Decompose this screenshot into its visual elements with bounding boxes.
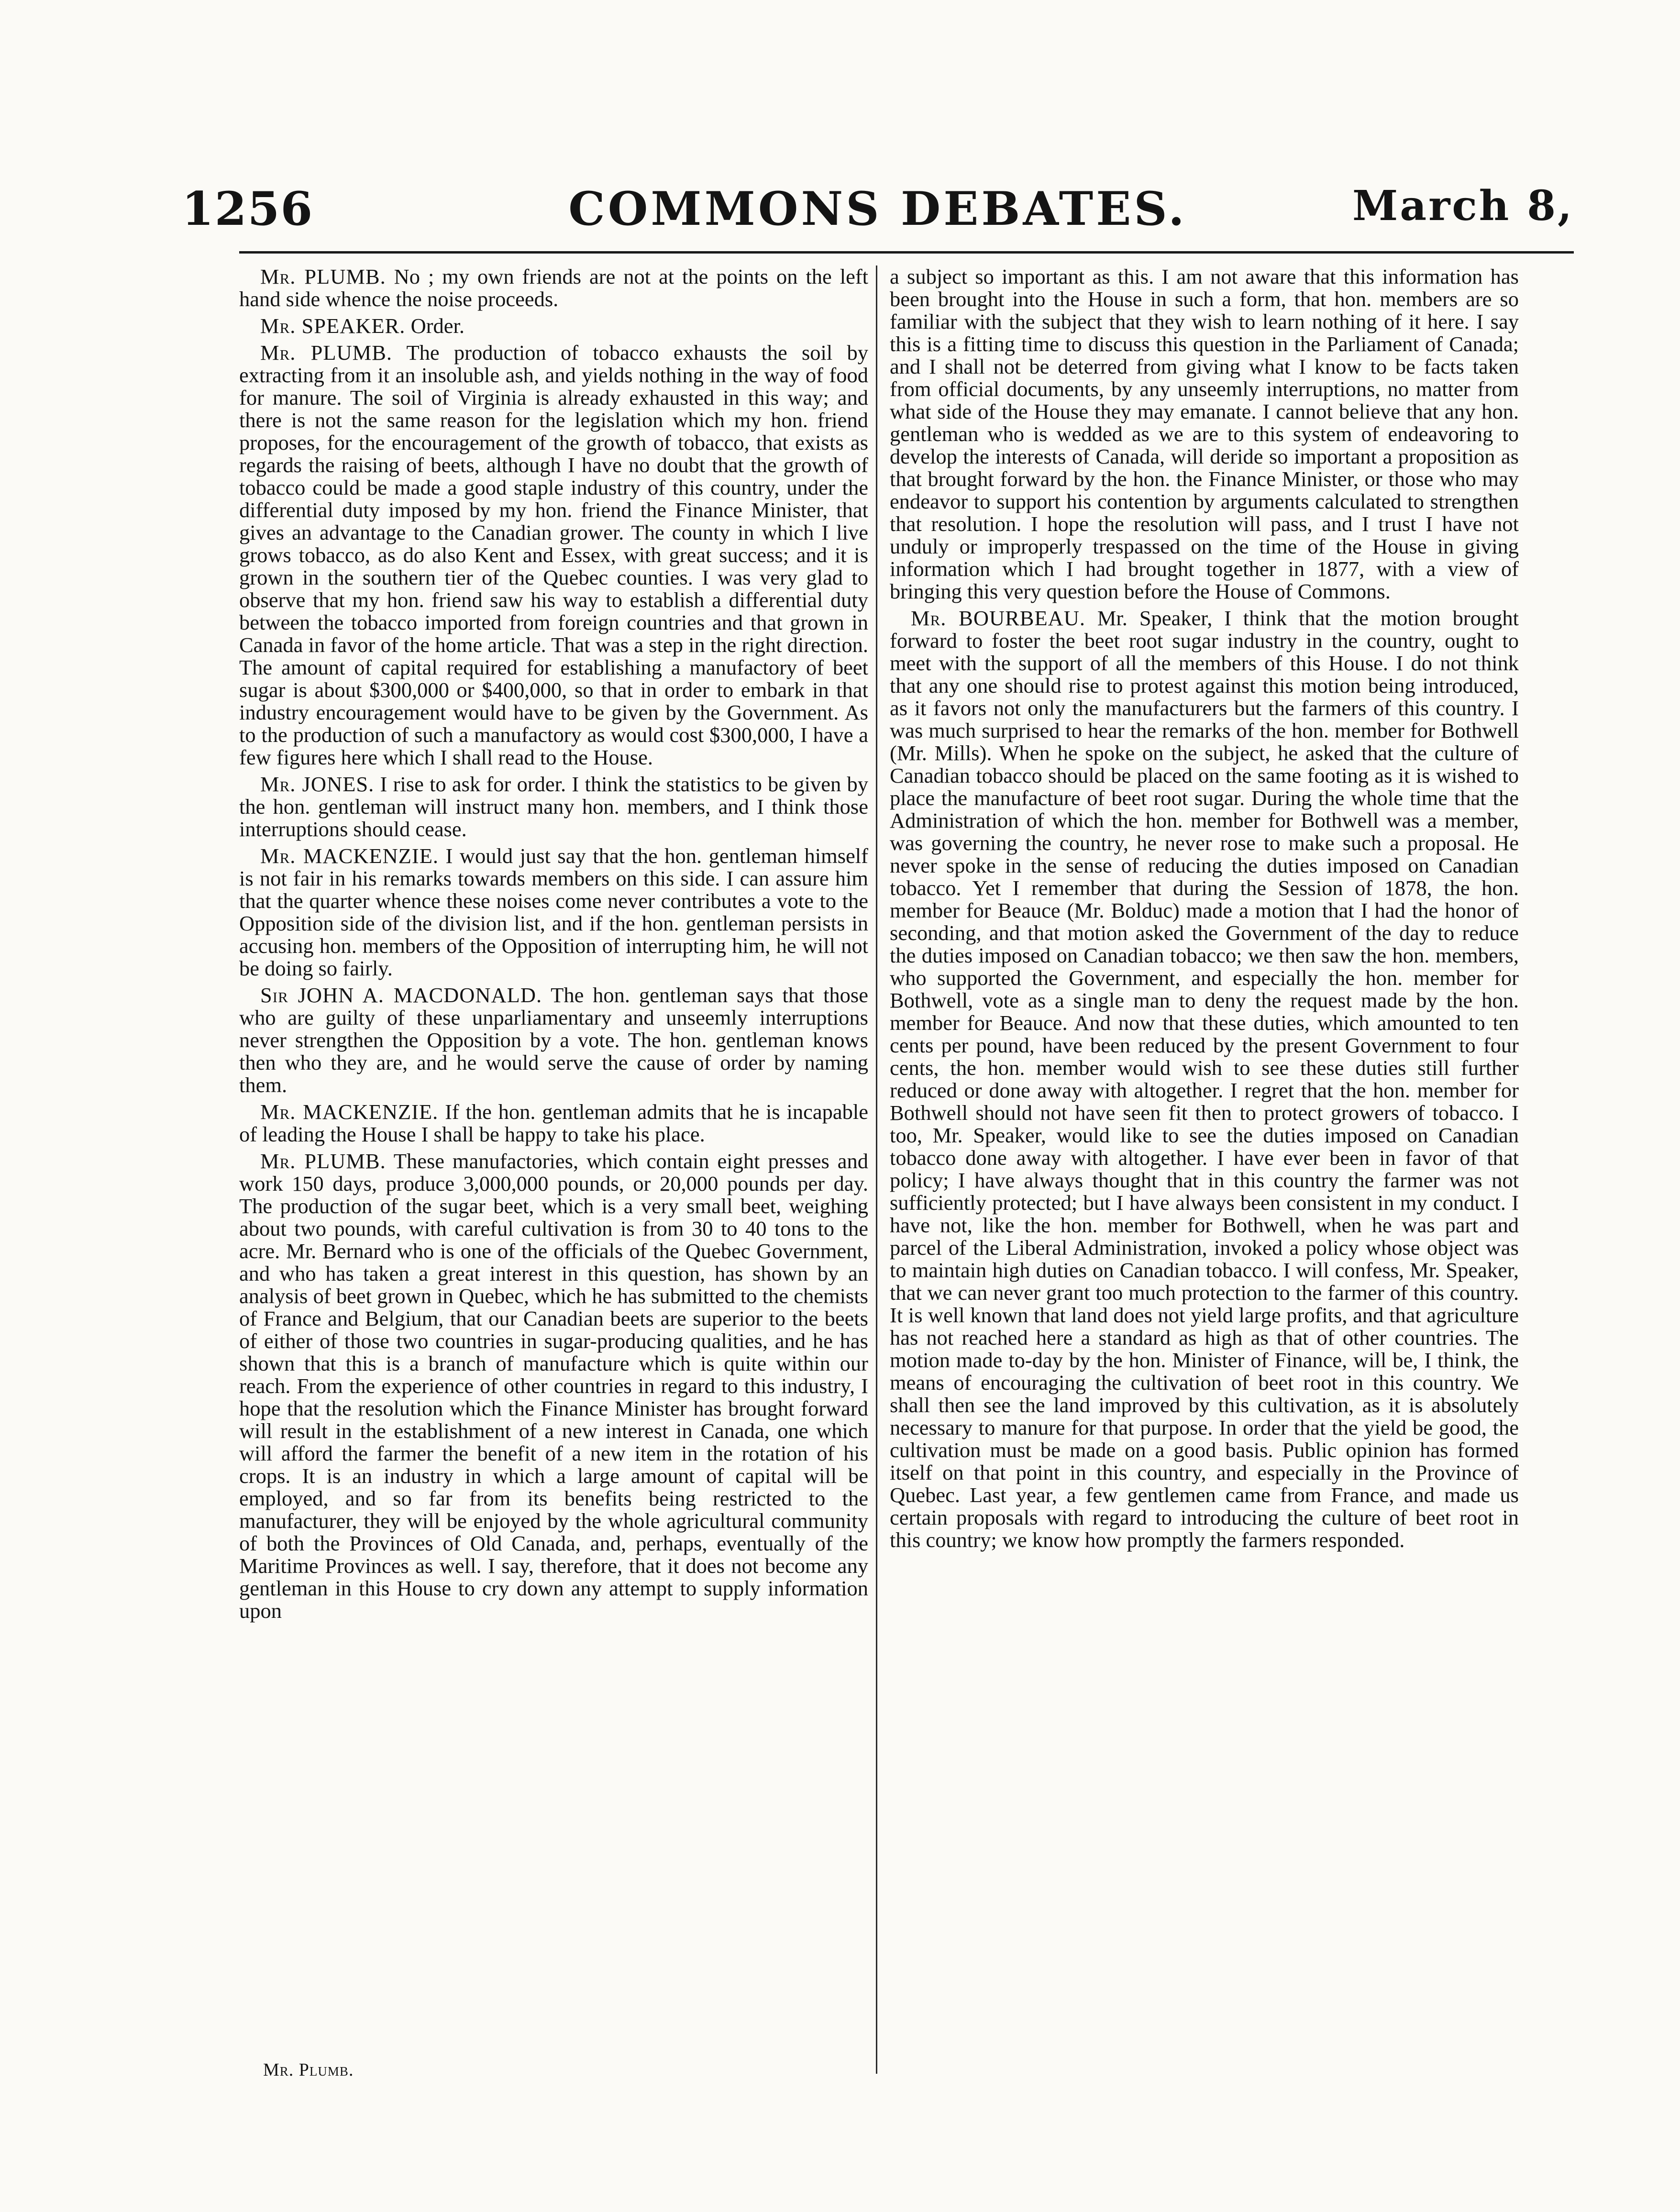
- speech-paragraph: [239, 1101, 868, 1146]
- publication-title: COMMONS DEBATES.: [568, 182, 1187, 236]
- speaker-name: Mr. PLUMB.: [260, 1149, 386, 1173]
- page-number: 1256: [182, 182, 314, 236]
- speech-paragraph: [239, 1150, 868, 1622]
- speech-text: Order.: [410, 314, 465, 338]
- speaker-name: Sir JOHN A. MACDONALD.: [260, 983, 542, 1007]
- speaker-name: Mr. JONES.: [260, 772, 375, 796]
- left-column: [239, 265, 868, 1626]
- speech-paragraph: [239, 315, 868, 337]
- page-date: March 8,: [1352, 182, 1574, 230]
- speech-text: If the hon. gentleman admits that he is incapable of leading the House I shall be happy to take his place.: [239, 1100, 869, 1146]
- speaker-name: Mr. PLUMB.: [260, 265, 386, 288]
- speech-paragraph: [239, 845, 868, 980]
- speech-text: These manufactories, which contain eight presses and work 150 days, produce 3,000,000 pounds, or 20,000 pounds per day. The production of the sugar beet, which is a very small beet, weighing about two pounds, with careful cultivation is from 30 to 40 tons to the acre. Mr. Bernard who is one of the officials of the Quebec Government, and who has taken a great interest in this question, has shown by an analysis of beet grown in Quebec, which he has submitted to the chemists of France and Belgium, that our Canadian beets are superior to the beets of either of those two countries in sugar-producing qualities, and he has shown that this is a branch of manufacture which is quite within our reach. From the experience of other countries in regard to this industry, I hope that the resolution which the Finance Minister has brought forward will result in the establishment of a new interest in Canada, one which will afford the farmer the benefit of a new item in the rotation of his crops. It is an industry in which a large amount of capital will be employed, and so far from its benefits being restricted to the manufacturer, they will be enjoyed by the whole agricultural community of both the Provinces of Old Canada, and, perhaps, eventually of the Maritime Provinces as well. I say, therefore, that it does not become any gentleman in this House to cry down any attempt to supply information upon: [239, 1149, 869, 1623]
- column-divider: [876, 265, 877, 2074]
- header-rule: [239, 251, 1574, 254]
- speech-text: No ; my own friends are not at the points on the left hand side whence the noise proceeds.: [239, 265, 869, 311]
- speech-text: I rise to ask for order. I think the statistics to be given by the hon. gentleman will instruct many hon. members, and I think those interruptions should cease.: [239, 772, 868, 841]
- page-header: [182, 182, 1574, 254]
- speech-paragraph: [239, 342, 868, 769]
- continued-paragraph: [890, 265, 1519, 603]
- speaker-name: Mr. BOURBEAU.: [911, 606, 1086, 630]
- speech-text: a subject so important as this. I am not aware that this information has been brought into the House in such a form, that hon. members are so familiar with the subject that they wish to learn nothing of it here. I say this is a fitting time to discuss this question in the Parliament of Canada; and I shall not be deterred from giving what I know to be facts taken from official documents, by any unseemly interruptions, no matter from what side of the House they may emanate. I cannot believe that any hon. gentleman who is wedded as we are to this system of endeavoring to develop the interests of Canada, will deride so important a proposition as that brought forward by the hon. the Finance Minister, or those who may endeavor to support his contention by arguments calculated to strengthen that resolution. I hope the resolution will pass, and I trust I have not unduly or improperly trespassed on the time of the House in giving information which I had brought together in 1877, with a view of bringing this very question before the House of Commons.: [890, 265, 1519, 603]
- right-column: [890, 265, 1519, 1556]
- speech-paragraph: [239, 984, 868, 1096]
- footer-speaker-name: Mr. Plumb.: [263, 2060, 354, 2080]
- speech-paragraph: [239, 265, 868, 310]
- speech-text: Mr. Speaker, I think that the motion brought forward to foster the beet root sugar industry in the country, ought to meet with the support of all the members of this House. I do not think that any one should rise to protest against this motion being introduced, as it favors not only the manufacturers but the farmers of this country. I was much surprised to hear the remarks of the hon. member for Bothwell (Mr. Mills). When he spoke on the subject, he asked that the culture of Canadian tobacco should be placed on the same footing as it is wished to place the manufacture of beet root sugar. During the whole time that the Administration of which the hon. member for Bothwell was a member, was governing the country, he never rose to make such a proposal. He never spoke in the sense of reducing the duties imposed on Canadian tobacco. Yet I remember that during the Session of 1878, the hon. member for Beauce (Mr. Bolduc) made a motion that I had the honor of seconding, and that motion asked the Government of the day to reduce the duties imposed on Canadian tobacco; we then saw the hon. members, who supported the Government, and especially the hon. member for Bothwell, vote as a single man to deny the request made by the hon. member for Beauce. And now that these duties, which amounted to ten cents per pound, have been reduced by the present Government to four cents, the hon. member would wish to see these duties still further reduced or done away with altogether. I regret that the hon. member for Bothwell should not have seen fit then to protect growers of tobacco. I too, Mr. Speaker, would like to see the duties imposed on Canadian tobacco done away with altogether. I have ever been in favor of that policy; I have always thought that in this country the farmer was not sufficiently protected; but I have always been consistent in my conduct. I have not, like the hon. member for Bothwell, when he was part and parcel of the Liberal Administration, invoked a policy whose object was to maintain high duties on Canadian tobacco. I will confess, Mr. Speaker, that we can never grant too much protection to the farmer of this country. It is well known that land does not yield large profits, and that agriculture has not reached here a standard as high as that of other countries. The motion made to-day by the hon. Minister of Finance, will be, I think, the means of encouraging the cultivation of beet root in this country. We shall then see the land improved by this cultivation, as it is absolutely necessary to manure for that purpose. In order that the yield be good, the cultivation must be made on a good basis. Public opinion has formed itself on that point in this country, and especially in the Province of Quebec. Last year, a few gentlemen came from France, and made us certain proposals with regard to introducing the culture of beet root in this country; we know how promptly the farmers responded.: [890, 606, 1519, 1552]
- speaker-name: Mr. SPEAKER.: [260, 314, 406, 338]
- speech-paragraph: [890, 607, 1519, 1551]
- speech-text: The production of tobacco exhausts the soil by extracting from it an insoluble ash, and yields nothing in the way of food for manure. The soil of Virginia is already exhausted in this way; and there is not the same reason for the legislation which my hon. friend proposes, for the encouragement of the growth of tobacco, that exists as regards the raising of beets, although I have no doubt that the growth of tobacco could be made a good staple industry of this country, under the differential duty imposed by my hon. friend the Finance Minister, that gives an advantage to the Canadian grower. The county in which I live grows tobacco, as do also Kent and Essex, with great success; and it is grown in the southern tier of the Quebec counties. I was very glad to observe that my hon. friend saw his way to establish a differential duty between the tobacco imported from foreign countries and that grown in Canada in favor of the home article. That was a step in the right direction. The amount of capital required for establishing a manufactory of beet sugar is about $300,000 or $400,000, so that in order to embark in that industry encouragement would have to be given by the Government. As to the production of such a manufactory as would cost $300,000, I have a few figures here which I shall read to the House.: [239, 341, 869, 769]
- speech-paragraph: [239, 773, 868, 841]
- speech-text: I would just say that the hon. gentleman himself is not fair in his remarks towards members on this side. I can assure him that the quarter whence these noises come never contributes a vote to the Opposition side of the division list, and if the hon. gentleman persists in accusing hon. members of the Opposition of interrupting him, he will not be doing so fairly.: [239, 844, 868, 980]
- speaker-name: Mr. PLUMB.: [260, 341, 393, 365]
- speaker-name: Mr. MACKENZIE.: [260, 844, 439, 868]
- speaker-name: Mr. MACKENZIE.: [260, 1100, 439, 1124]
- speech-text: The hon. gentleman says that those who are guilty of these unparliamentary and unseemly interruptions never strengthen the Opposition by a vote. The hon. gentleman knows then who they are, and he would serve the cause of order by naming them.: [239, 983, 868, 1097]
